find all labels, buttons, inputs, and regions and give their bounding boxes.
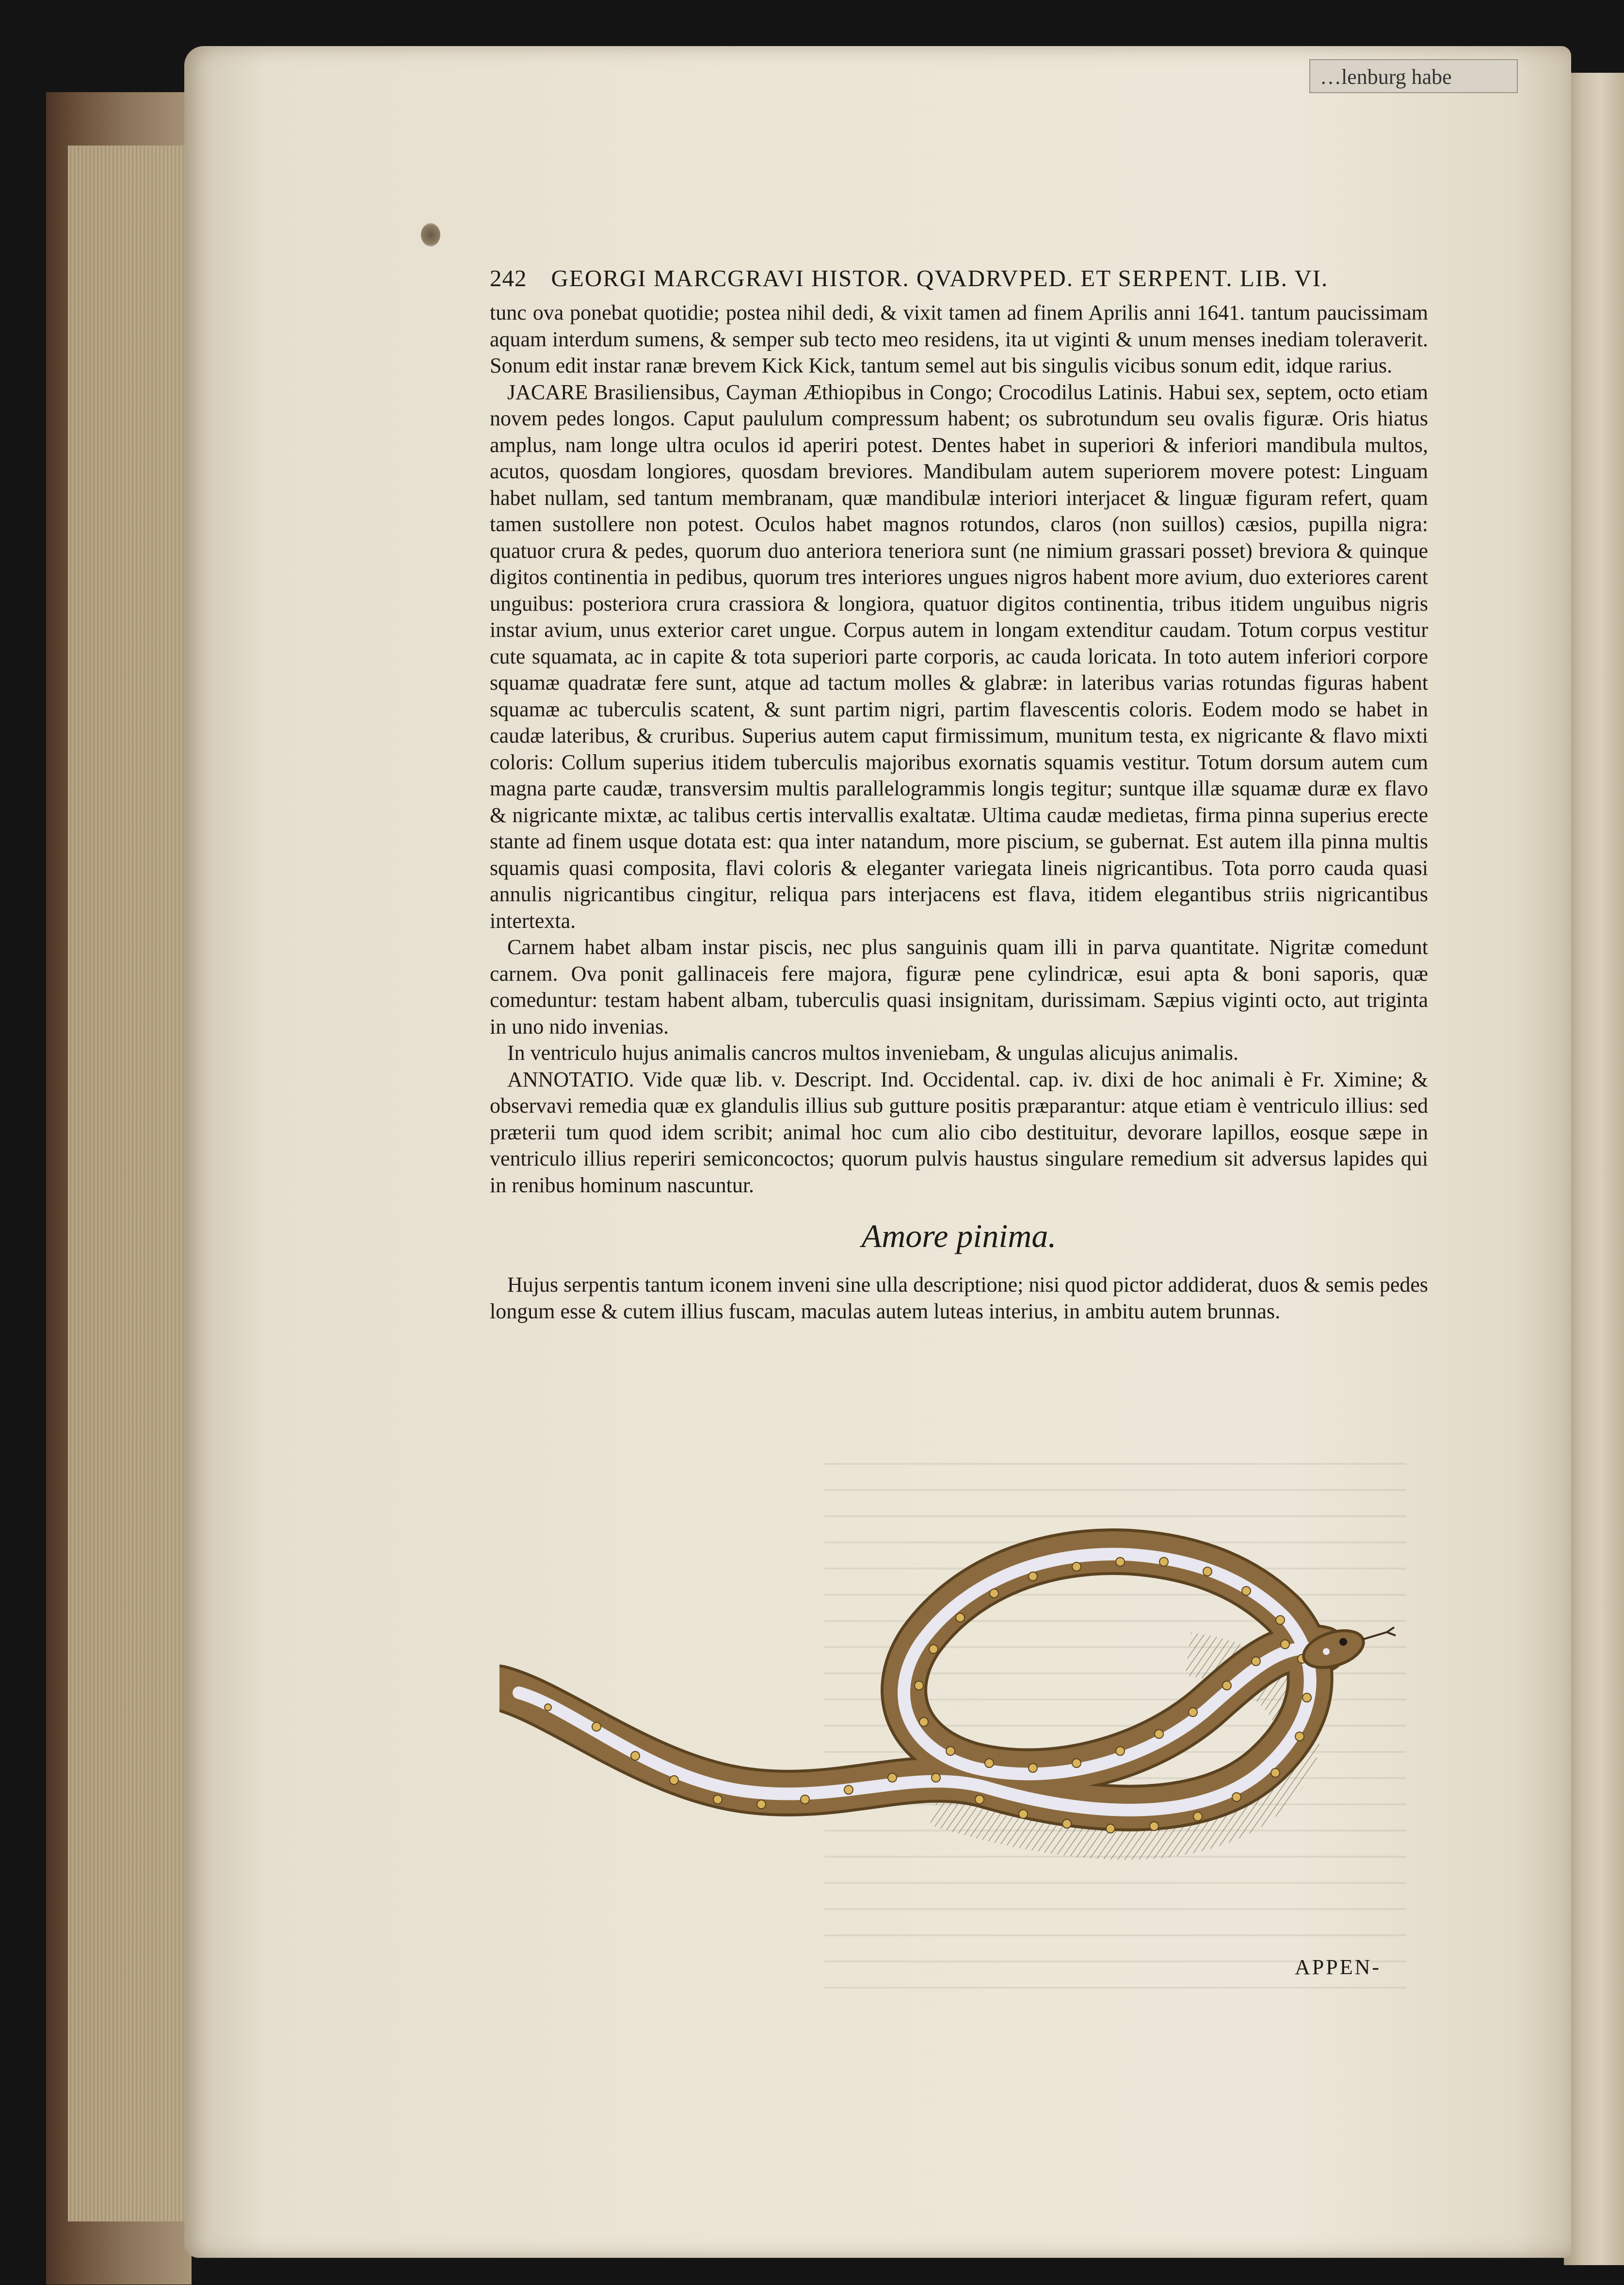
page-edges [68, 146, 199, 2221]
snake-body [499, 1552, 1324, 1808]
page-number: 242 [490, 265, 527, 292]
paper-stain [421, 223, 440, 246]
snake-tongue [1363, 1627, 1396, 1639]
catchword: APPEN- [1295, 1955, 1382, 1979]
snake-head-spot [1323, 1648, 1330, 1655]
running-head [490, 264, 1428, 292]
paragraph-5: ANNOTATIO. Vide quæ lib. v. Descript. Ind. Occidental. cap. iv. dixi de hoc animali è Fr. Ximine; & observavi remedia quæ ex glandulis illius sub gutture positis præparantur: atque etiam è ventriculo illius: sed præterii tum quod idem scribit; animal hoc cum alio cibo destituitur, devorare lapillos, eosque sæpe in ventriculo illius reperiri semiconcoctos; quorum pulvis haustus singulare remedium sit adversus lapides qui in renibus hominum nascuntur. [490, 1067, 1428, 1197]
section-title: Amore pinima. [861, 1217, 1057, 1254]
snake-illustration [499, 1494, 1421, 1930]
section-paragraph: Hujus serpentis tantum iconem inveni sine ulla descriptione; nisi quod pictor addiderat, duos & semis pedes longum esse & cutem illius fuscam, maculas autem luteas interius, in ambitu autem brunnas. [490, 1273, 1428, 1323]
paragraph-4: In ventriculo hujus animalis cancros multos inveniebam, & ungulas alicujus animalis. [507, 1041, 1238, 1065]
running-title: GEORGI MARCGRAVI HISTOR. QVADRVPED. ET SERPENT. LIB. VI. [551, 265, 1329, 292]
paragraph-1: tunc ova ponebat quotidie; postea nihil dedi, & vixit tamen ad finem Aprilis anni 1641. tantum paucissimam aquam interdum sumens, & semper sub tecto meo residens, ita ut viginti & unum menses inediam toleraverit. Sonum edit instar ranæ brevem Kick Kick, tantum semel aut bis singulis vicibus sonum edit, idque rarius. [490, 301, 1428, 377]
paragraph-2: JACARE Brasiliensibus, Cayman Æthiopibus in Congo; Crocodilus Latinis. Habui sex, septem, octo etiam novem pedes longos. Caput paululum compressum habent; os subrotundum seu ovalis figuræ. Oris hiatus amplus, nam longe ultra oculos id aperiri potest. Dentes habet in superiori & inferiori mandibula multos, acutos, quosdam longiores, quosdam breviores. Mandibulam autem superiorem movere potest: Linguam habet nullam, sed tantum membranam, quæ mandibulæ interiori interjacet & linguæ figuram refert, quam tamen sustollere non potest. Oculos habet magnos rotundos, claros (non suillos) cæsios, pupilla nigra: quatuor crura & pedes, quorum duo anteriora teneriora sunt (ne nimium grassari posset) breviora & quinque digitos continentia in pedibus, quorum tres interiores ungues nigros habent more avium, duo exteriores carent unguibus: posteriora crura crassiora & longiora, quatuor digitos continentia, tribus itidem unguibus nigris instar avium, unus exterior caret ungue. Corpus autem in longam extenditur caudam. Totum corpus vestitur cute squamata, ac in capite & tota superiori parte corporis, ac cauda loricata. In toto autem inferiori corpore squamæ quadratæ fere sunt, atque ad tactum molles & glabræ: in lateribus varias rotundas figuras habent squamæ ac tuberculis scatent, & sunt partim nigri, partim flavescentis coloris. Eodem modo se habet in caudæ lateribus, & cruribus. Superius autem caput firmissimum, munitum testa, ex nigricante & flavo mixti coloris: Collum superius itidem tuberculis majoribus exornatis squamis vestitur. Totum dorsum autem cum magna parte caudæ, transversim multis parallelogrammis longis tegitur; suntque illæ squamæ duræ ex flavo & nigricante mixtæ, ac talibus certis intervallis exaltatæ. Ultima caudæ medietas, firma pinna superius erecte stante ad finem usque dotata est: qua inter natandum, more piscium, se gubernat. Est autem illa pinna multis squamis quasi composita, flavi coloris & eleganter variegata lineis nigricantibus. Tota porro cauda quasi annulis nigricantibus cingitur, reliqua pars interjacens est flava, itidem elegantibus striis nigricantibus intertexta. [490, 380, 1428, 933]
snake-eye [1339, 1638, 1347, 1646]
right-page-edge [1564, 73, 1624, 2265]
bookmark-tab-text: …lenburg habe [1320, 65, 1452, 89]
bookmark-tab [1309, 59, 1518, 93]
section-text [490, 1272, 1428, 1325]
paragraph-3: Carnem habet albam instar piscis, nec plus sanguinis quam illi in parva quantitate. Nigritæ comedunt carnem. Ova ponit gallinaceis fere majora, figuræ pene cylindricæ, esui apta & boni saporis, quæ comeduntur: testam habent albam, tuberculis quasi insignitam, durissimam. Sæpius viginti octo, aut triginta in uno nido invenias. [490, 935, 1428, 1038]
text-block [490, 264, 1428, 1325]
body-text [490, 300, 1428, 1199]
